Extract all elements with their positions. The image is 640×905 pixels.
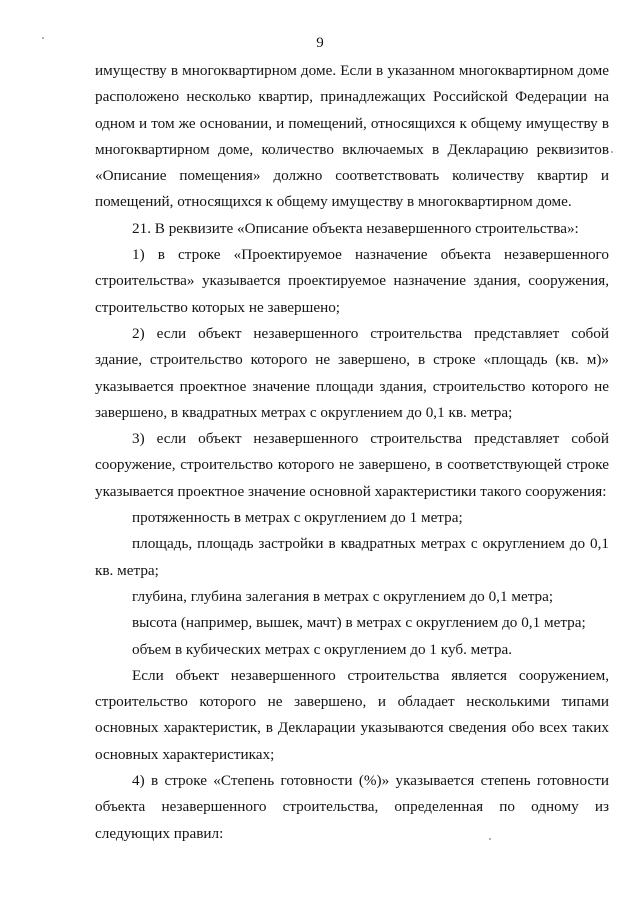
scan-speck [489, 838, 491, 840]
paragraph-subitem-1: 1) в строке «Проектируемое назначение объекта незавершенного строительства» указывается проектируемое назначение здания, сооружения, строительство которых не завершено; [95, 246, 609, 316]
scan-speck [611, 151, 613, 153]
page-number: 9 [316, 35, 324, 51]
paragraph-length: протяженность в метрах с округлением до 1 метра; [132, 509, 463, 527]
document-body [95, 58, 609, 847]
paragraph-continuation: имуществу в многоквартирном доме. Если в указанном многоквартирном доме расположено несколько квартир, принадлежащих Российской Федерации на одном и том же основании, и помещений, относящихся к общему имуществу в многоквартирном доме, количество включаемых в Декларацию реквизитов «Описание помещения» должно соответствовать количеству квартир и помещений, относящихся к общему имуществу в многоквартирном доме. [95, 62, 609, 211]
paragraph-multiple-characteristics: Если объект незавершенного строительства является сооружением, строительство которого не завершено, и обладает несколькими типами основных характеристик, в Декларации указываются сведения обо всех таких основных характеристиках; [95, 666, 609, 763]
paragraph-subitem-2: 2) если объект незавершенного строительства представляет собой здание, строительство которого не завершено, в строке «площадь (кв. м)» указывается проектное значение площади здания, строительство которого не завершено, в квадратных метрах с округлением до 0,1 кв. метра; [95, 324, 609, 421]
paragraph-height: высота (например, вышек, мачт) в метрах с округлением до 0,1 метра; [132, 614, 586, 632]
paragraph-depth: глубина, глубина залегания в метрах с округлением до 0,1 метра; [132, 587, 554, 605]
scan-speck [42, 37, 44, 39]
paragraph-subitem-3: 3) если объект незавершенного строительства представляет собой сооружение, строительство которого не завершено, в соответствующей строке указывается проектное значение основной характеристики такого сооружения: [95, 430, 609, 500]
paragraph-subitem-4: 4) в строке «Степень готовности (%)» указывается степень готовности объекта незавершенного строительства, определенная по одному из следующих правил: [95, 772, 609, 842]
paragraph-item-21: 21. В реквизите «Описание объекта незавершенного строительства»: [132, 219, 579, 237]
paragraph-volume: объем в кубических метрах с округлением до 1 куб. метра. [132, 640, 512, 658]
paragraph-area: площадь, площадь застройки в квадратных метрах с округлением до 0,1 кв. метра; [95, 535, 609, 579]
